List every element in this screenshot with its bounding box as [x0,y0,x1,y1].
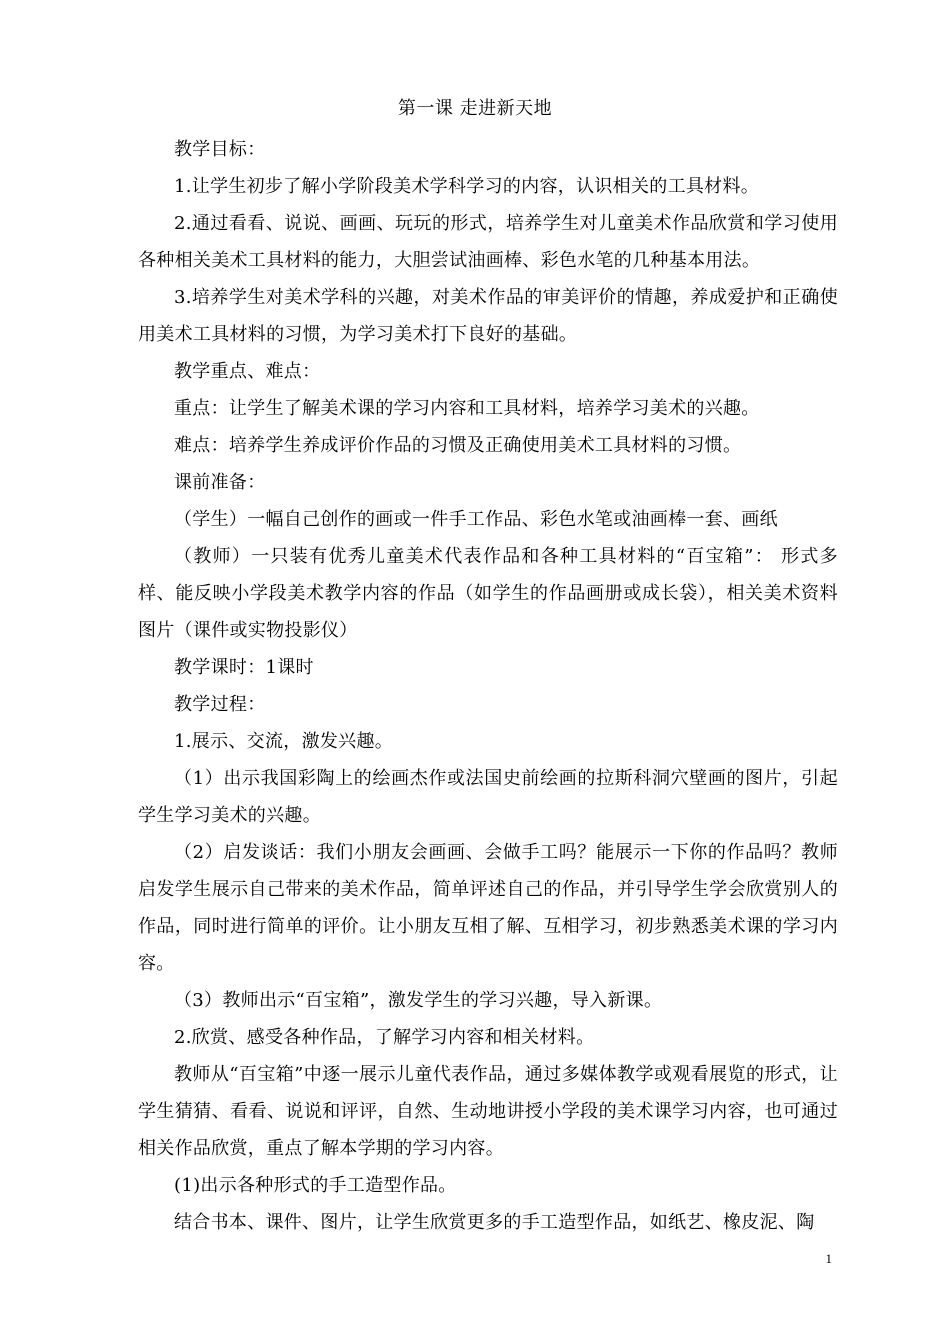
paragraph: （1）出示我国彩陶上的绘画杰作或法国史前绘画的拉斯科洞穴壁画的图片，引起学生学习美术的兴趣。 [138,768,838,826]
paragraph: 教学课时：1课时 [174,657,314,678]
paragraph: 教学目标： [174,139,266,160]
paragraph: 1.让学生初步了解小学阶段美术学科学习的内容，认识相关的工具材料。 [174,176,760,197]
paragraph: （3）教师出示“百宝箱”，激发学生的学习兴趣，导入新课。 [174,990,663,1011]
lesson-title: 第一课 走进新天地 [397,98,553,119]
page-number: 1 [825,1251,832,1266]
paragraph: 课前准备： [174,472,266,493]
paragraph: 难点：培养学生养成评价作品的习惯及正确使用美术工具材料的习惯。 [174,435,742,456]
paragraph: 2.通过看看、说说、画画、玩玩的形式，培养学生对儿童美术作品欣赏和学习使用各种相关美术工具材料的能力，大胆尝试油画棒、彩色水笔的几种基本用法。 [138,213,838,271]
paragraph: 教师从“百宝箱”中逐一展示儿童代表作品，通过多媒体教学或观看展览的形式，让学生猜猜、看看、说说和评评，自然、生动地讲授小学段的美术课学习内容，也可通过相关作品欣赏，重点了解本学期的学习内容。 [138,1064,838,1159]
paragraph: 教学过程： [174,694,266,715]
paragraph: 3.培养学生对美术学科的兴趣，对美术作品的审美评价的情趣，养成爱护和正确使用美术工具材料的习惯，为学习美术打下良好的基础。 [138,287,838,345]
paragraph: 教学重点、难点： [174,361,321,382]
paragraph: （学生）一幅自己创作的画或一件手工作品、彩色水笔或油画棒一套、画纸 [174,509,778,530]
document-body [138,131,838,1241]
paragraph: 2.欣赏、感受各种作品，了解学习内容和相关材料。 [174,1027,595,1048]
paragraph: （2）启发谈话：我们小朋友会画画、会做手工吗？能展示一下你的作品吗？教师启发学生展示自己带来的美术作品，简单评述自己的作品，并引导学生学会欣赏别人的作品，同时进行简单的评价。让小朋友互相了解、互相学习，初步熟悉美术课的学习内容。 [138,842,838,974]
paragraph: 结合书本、课件、图片，让学生欣赏更多的手工造型作品，如纸艺、橡皮泥、陶 [174,1212,815,1233]
paragraph: 1.展示、交流，激发兴趣。 [174,731,394,752]
paragraph: （教师）一只装有优秀儿童美术代表作品和各种工具材料的“百宝箱”： 形式多样、能反映小学段美术教学内容的作品（如学生的作品画册或成长袋），相关美术资料图片（课件或实物投影仪） [138,546,838,641]
paragraph: (1)出示各种形式的手工造型作品。 [174,1175,457,1196]
paragraph: 重点：让学生了解美术课的学习内容和工具材料，培养学习美术的兴趣。 [174,398,760,419]
